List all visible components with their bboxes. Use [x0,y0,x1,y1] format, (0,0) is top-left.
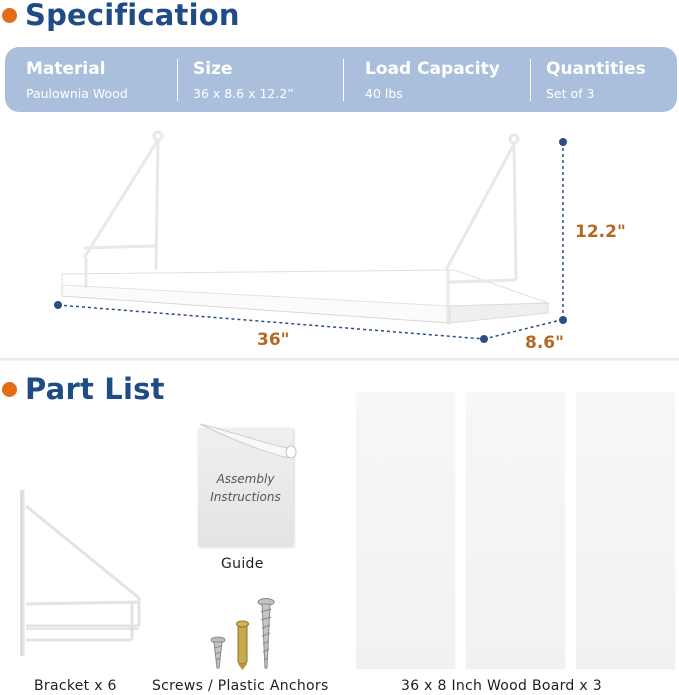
specification-heading [0,0,240,32]
specification-title: Specification [25,0,240,32]
orange-bullet-icon [2,8,17,23]
spec-value: Paulownia Wood [26,86,128,101]
height-label: 12.2" [575,222,626,242]
section-divider [0,358,679,361]
spec-divider [177,59,178,101]
screws-anchors-icon [204,596,284,672]
spec-divider [343,59,344,101]
bracket-icon [14,486,144,662]
spec-label: Material [26,59,106,79]
long-screw-icon [258,599,274,669]
spec-value: 36 x 8.6 x 12.2” [193,86,294,101]
spec-divider [530,59,531,101]
depth-label: 8.6" [525,333,564,353]
guide-page-curl-icon [196,418,300,458]
wood-board-1 [356,392,455,669]
wood-board-3 [576,392,675,669]
part-list-title: Part List [25,372,165,406]
bracket-caption: Bracket x 6 [34,678,117,694]
spec-label: Size [193,59,233,79]
wood-board-2 [466,392,565,669]
orange-bullet-icon [2,382,17,397]
screws-caption: Screws / Plastic Anchors [152,678,329,694]
part-list-heading [0,372,165,406]
spec-label: Quantities [546,59,646,79]
guide-card-line-1: Assembly [216,472,275,486]
height-dimension-line [559,138,567,324]
length-label: 36" [257,330,290,350]
spec-value: 40 lbs [365,86,403,101]
plastic-anchor-icon [237,621,249,670]
spec-label: Load Capacity [365,59,500,79]
guide-card-line-2: Instructions [210,490,281,504]
small-screw-icon [211,637,225,668]
shelf-board [62,270,548,323]
specification-bar [5,47,677,112]
wood-boards-caption: 36 x 8 Inch Wood Board x 3 [401,678,602,694]
guide-card-text [198,470,293,506]
spec-value: Set of 3 [546,86,595,101]
guide-caption: Guide [221,556,264,572]
shelf-bracket-left [84,132,162,288]
